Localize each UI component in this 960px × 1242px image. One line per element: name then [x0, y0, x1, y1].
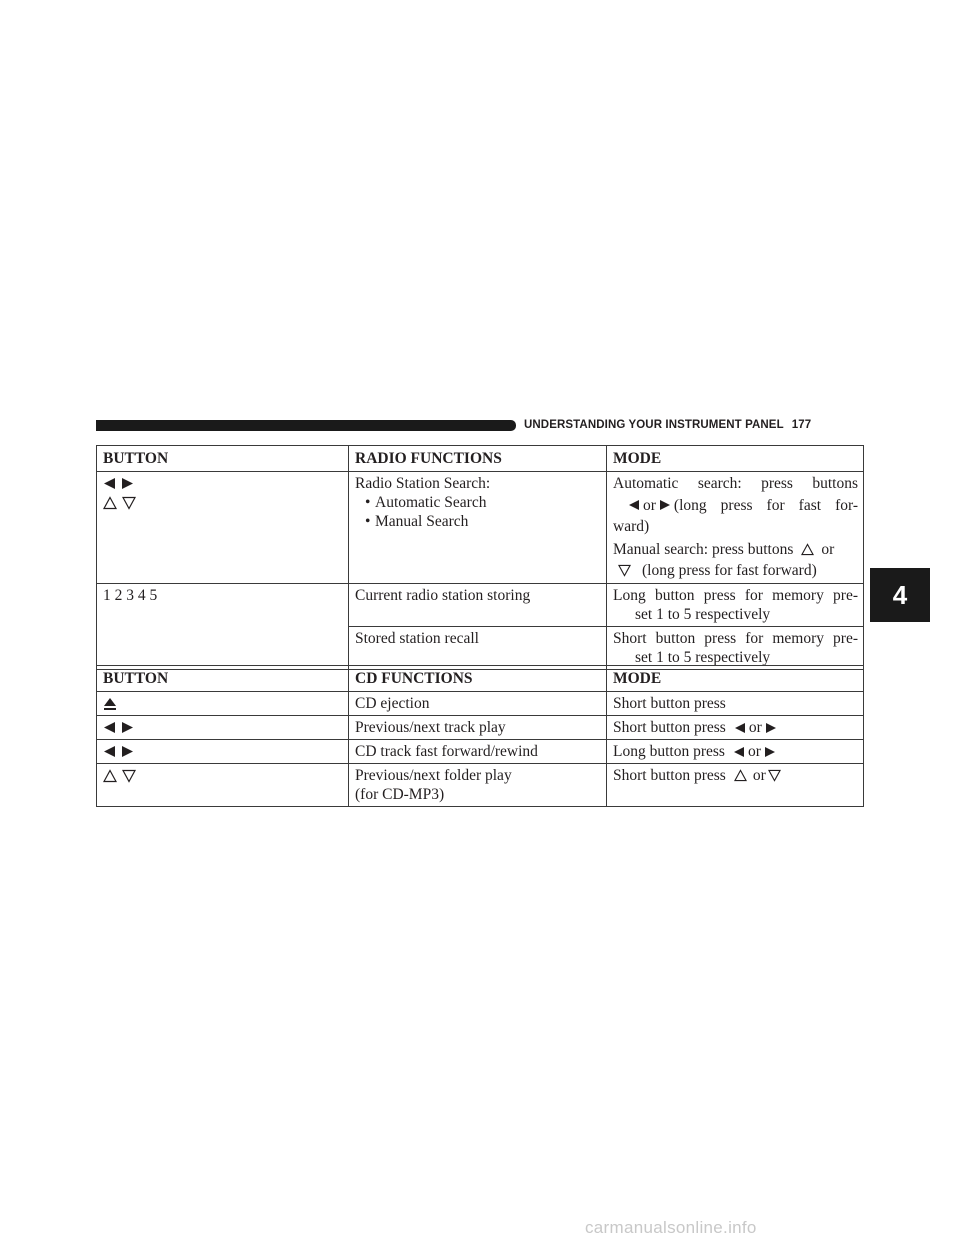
page-number: 177 [791, 419, 812, 431]
mode-or: or [643, 496, 656, 514]
running-header [524, 419, 864, 431]
table-row [97, 716, 864, 740]
chapter-tab[interactable]: 4 [870, 568, 930, 622]
triangle-left-icon [628, 499, 640, 511]
function-cell: Current radio station storing [349, 584, 607, 627]
mode-cell: Long button press or [607, 740, 864, 764]
triangle-right-icon [764, 746, 776, 758]
triangle-right-icon [121, 745, 134, 758]
function-bullet-list [355, 493, 601, 531]
radio-functions-table [96, 445, 864, 670]
triangle-left-icon [103, 477, 116, 490]
triangle-right-icon [121, 721, 134, 734]
seek-icons [103, 474, 343, 493]
mode-cell: Short button press for memory pre- set 1 to 5 respectively [607, 627, 864, 670]
triangle-left-icon [103, 745, 116, 758]
triangle-down-outline-icon [618, 564, 631, 577]
triangle-left-icon [103, 721, 116, 734]
button-cell [97, 472, 349, 584]
table-row [97, 692, 864, 716]
section-title: UNDERSTANDING YOUR INSTRUMENT PANEL [524, 419, 784, 431]
mode-manual-line-2 [613, 559, 858, 581]
list-item: • Automatic Search [367, 493, 601, 512]
triangle-up-outline-icon [103, 769, 117, 783]
column-header-button: BUTTON [97, 446, 349, 472]
triangle-down-outline-icon [768, 769, 781, 782]
triangle-down-outline-icon [122, 769, 136, 783]
left-right-triangles-icon [103, 718, 343, 737]
mode-auto-tail-2: ward) [613, 518, 650, 535]
column-header-mode: MODE [607, 446, 864, 472]
list-item: • Manual Search [367, 512, 601, 531]
mode-cell: Long button press for memory pre- set 1 to 5 respectively [607, 584, 864, 627]
function-cell: Previous/next track play [349, 716, 607, 740]
column-header-mode: MODE [607, 666, 864, 692]
triangle-up-outline-icon [734, 769, 747, 782]
function-cell [349, 472, 607, 584]
mode-manual-line [613, 540, 858, 559]
button-cell: 1 2 3 4 5 [97, 584, 349, 627]
button-cell [97, 764, 349, 807]
mode-auto-line [613, 493, 858, 517]
button-cell [97, 692, 349, 716]
triangle-left-icon [733, 746, 745, 758]
mode-cell [607, 472, 864, 584]
watermark: carmanualsonline.info [585, 1218, 757, 1237]
button-cell [97, 627, 349, 670]
mode-auto-tail: (long press for fast for- [673, 496, 858, 514]
mode-or: or [821, 541, 835, 558]
mode-cell: Short button press or [607, 764, 864, 807]
tune-icons [103, 493, 343, 512]
mode-cell: Short button press [607, 692, 864, 716]
triangle-left-icon [734, 722, 746, 734]
triangle-right-icon [121, 477, 134, 490]
table-row [97, 472, 864, 584]
mode-or: or [752, 767, 766, 784]
eject-icon [103, 697, 117, 711]
up-down-outline-triangles-icon [103, 766, 343, 785]
mode-or: or [747, 743, 761, 760]
function-cell: Previous/next folder play (for CD-MP3) [349, 764, 607, 807]
triangle-right-icon [765, 722, 777, 734]
table-header-row [97, 666, 864, 692]
triangle-up-outline-icon [801, 543, 814, 556]
column-header-button: BUTTON [97, 666, 349, 692]
mode-or: or [748, 719, 762, 736]
triangle-up-outline-icon [103, 496, 117, 510]
function-cell: CD track fast forward/rewind [349, 740, 607, 764]
table-row [97, 584, 864, 627]
triangle-right-icon [659, 499, 671, 511]
mode-manual-tail: (long press for fast forward) [642, 561, 817, 579]
mode-manual-lead: Manual search: press buttons [613, 541, 794, 558]
cd-functions-table [96, 665, 864, 807]
function-cell: CD ejection [349, 692, 607, 716]
table-row [97, 740, 864, 764]
function-cell: Stored station recall [349, 627, 607, 670]
button-cell [97, 716, 349, 740]
column-header-functions: RADIO FUNCTIONS [349, 446, 607, 472]
table-header-row [97, 446, 864, 472]
left-right-triangles-icon [103, 742, 343, 761]
eject-icons [103, 694, 343, 713]
table-row [97, 627, 864, 670]
triangle-down-outline-icon [122, 496, 136, 510]
function-title: Radio Station Search: [355, 475, 491, 492]
column-header-functions: CD FUNCTIONS [349, 666, 607, 692]
mode-cell: Short button press or [607, 716, 864, 740]
table-row [97, 764, 864, 807]
button-cell [97, 740, 349, 764]
mode-auto-lead: Automatic search: press buttons [613, 475, 858, 492]
header-rule-bar [96, 420, 516, 431]
